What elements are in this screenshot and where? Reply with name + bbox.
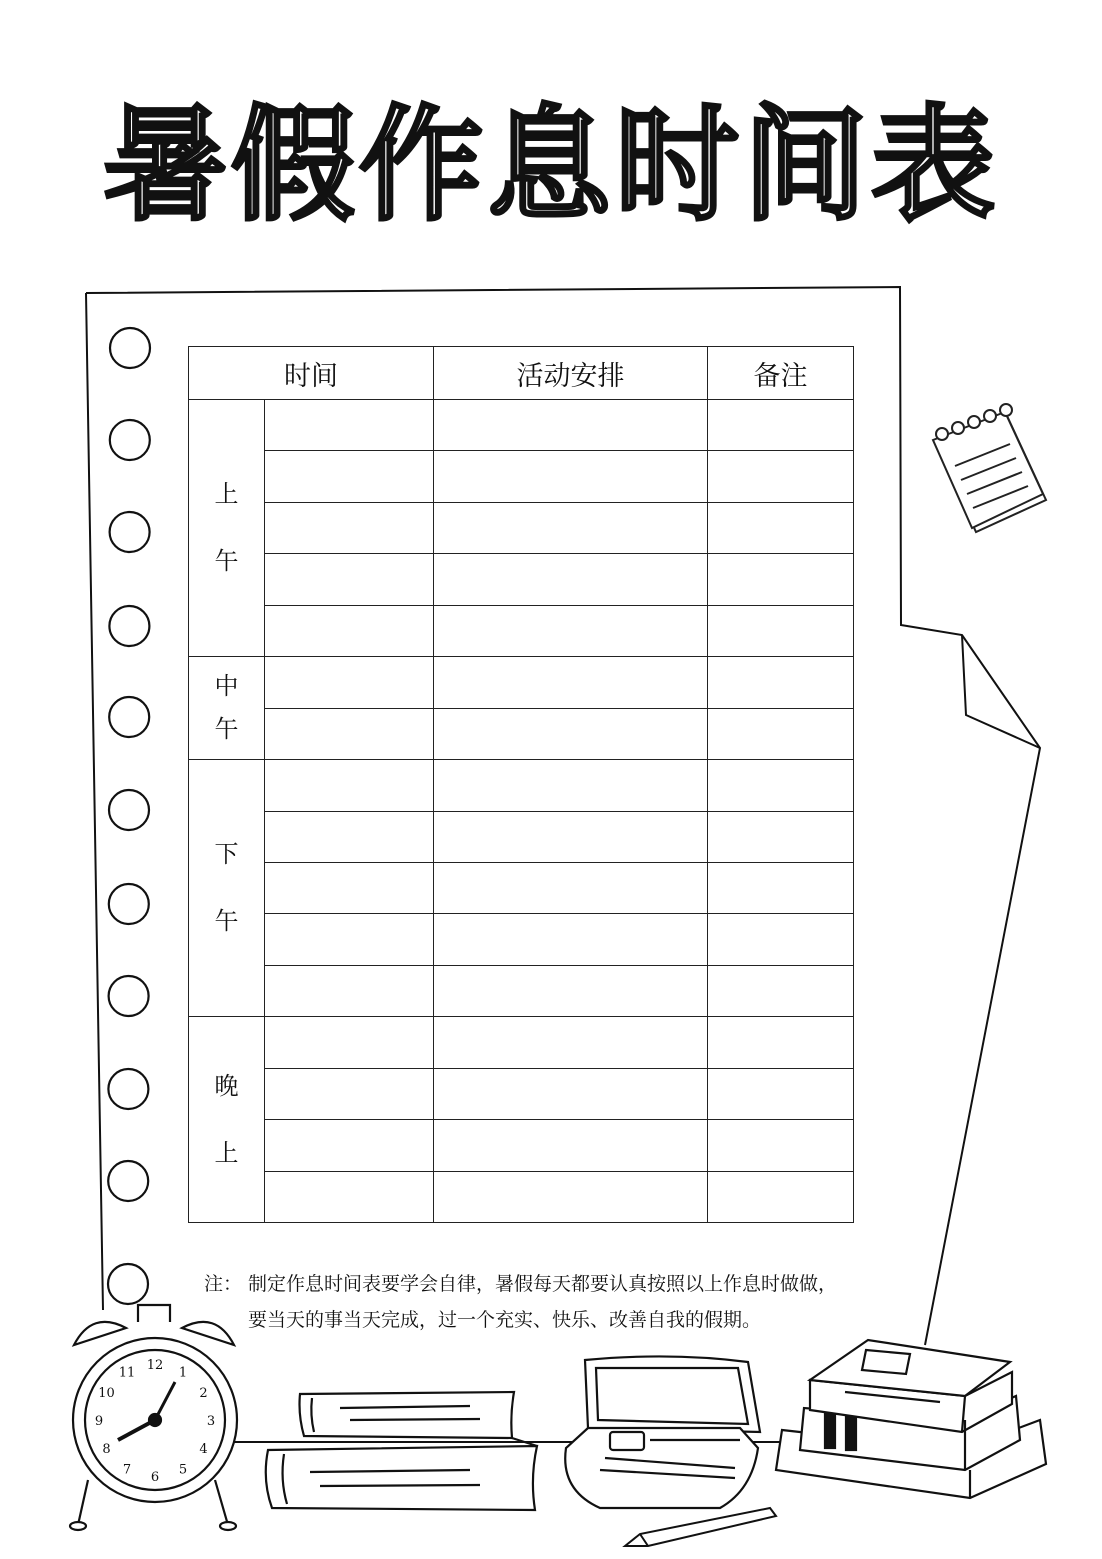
period-label-noon bbox=[189, 657, 265, 760]
activity-cell[interactable] bbox=[434, 1171, 708, 1222]
ring-hole bbox=[108, 1264, 148, 1304]
note-label: 注： bbox=[204, 1273, 243, 1295]
alarm-clock-icon bbox=[70, 1305, 237, 1530]
time-cell[interactable] bbox=[265, 862, 434, 913]
table-row bbox=[189, 914, 854, 965]
period-char: 午 bbox=[214, 715, 239, 744]
remarks-cell[interactable] bbox=[708, 760, 854, 811]
ring-hole bbox=[108, 1161, 148, 1201]
clock-number: 5 bbox=[178, 1462, 188, 1478]
time-cell[interactable] bbox=[265, 657, 434, 708]
table-row bbox=[189, 657, 854, 708]
ring-hole bbox=[109, 697, 149, 737]
remarks-cell[interactable] bbox=[708, 605, 854, 656]
remarks-cell[interactable] bbox=[708, 1017, 854, 1068]
note-text: 制定作息时间表要学会自律，暑假每天都要认真按照以上作息时做做，要当天的事当天完成，过一个充实、快乐、改善自我的假期。 bbox=[248, 1273, 838, 1331]
clock-number: 12 bbox=[146, 1358, 164, 1373]
table-row bbox=[189, 965, 854, 1016]
table-row bbox=[189, 400, 854, 451]
remarks-cell[interactable] bbox=[708, 1171, 854, 1222]
time-cell[interactable] bbox=[265, 1120, 434, 1171]
clock-number: 11 bbox=[118, 1365, 136, 1381]
remarks-cell[interactable] bbox=[708, 657, 854, 708]
activity-cell[interactable] bbox=[434, 554, 708, 605]
period-char: 午 bbox=[214, 547, 239, 576]
clock-number: 3 bbox=[206, 1414, 216, 1429]
table-row bbox=[189, 451, 854, 502]
time-cell[interactable] bbox=[265, 605, 434, 656]
activity-cell[interactable] bbox=[434, 811, 708, 862]
clock-number: 6 bbox=[150, 1470, 160, 1485]
activity-cell[interactable] bbox=[434, 965, 708, 1016]
activity-cell[interactable] bbox=[434, 605, 708, 656]
remarks-cell[interactable] bbox=[708, 451, 854, 502]
time-cell[interactable] bbox=[265, 1171, 434, 1222]
schedule-table bbox=[188, 346, 854, 1223]
table-row bbox=[189, 811, 854, 862]
clock-number: 4 bbox=[199, 1442, 208, 1457]
period-char: 上 bbox=[214, 1138, 239, 1167]
clock-number: 1 bbox=[178, 1365, 188, 1381]
time-cell[interactable] bbox=[265, 400, 434, 451]
ring-hole bbox=[109, 976, 149, 1016]
activity-cell[interactable] bbox=[434, 1017, 708, 1068]
ring-hole bbox=[109, 606, 149, 646]
remarks-cell[interactable] bbox=[708, 811, 854, 862]
header-activity: 活动安排 bbox=[434, 347, 708, 400]
remarks-cell[interactable] bbox=[708, 1068, 854, 1119]
time-cell[interactable] bbox=[265, 502, 434, 553]
notepad-icon bbox=[933, 404, 1046, 532]
time-cell[interactable] bbox=[265, 1017, 434, 1068]
table-row bbox=[189, 502, 854, 553]
period-char: 下 bbox=[214, 840, 239, 869]
time-cell[interactable] bbox=[265, 554, 434, 605]
time-cell[interactable] bbox=[265, 708, 434, 759]
table-row bbox=[189, 1120, 854, 1171]
pencil-case-icon bbox=[565, 1356, 760, 1508]
activity-cell[interactable] bbox=[434, 1068, 708, 1119]
table-row bbox=[189, 554, 854, 605]
remarks-cell[interactable] bbox=[708, 1120, 854, 1171]
table-row bbox=[189, 605, 854, 656]
remarks-cell[interactable] bbox=[708, 708, 854, 759]
page-title: 暑假作息时间表 bbox=[102, 94, 999, 238]
time-cell[interactable] bbox=[265, 914, 434, 965]
books-icon bbox=[266, 1392, 537, 1510]
clock-number: 10 bbox=[98, 1386, 115, 1401]
activity-cell[interactable] bbox=[434, 400, 708, 451]
period-char: 午 bbox=[214, 907, 239, 936]
remarks-cell[interactable] bbox=[708, 965, 854, 1016]
ring-hole bbox=[110, 512, 150, 552]
activity-cell[interactable] bbox=[434, 1120, 708, 1171]
period-char: 上 bbox=[214, 480, 239, 509]
remarks-cell[interactable] bbox=[708, 914, 854, 965]
clock-number: 2 bbox=[199, 1386, 208, 1401]
ring-hole bbox=[110, 420, 150, 460]
remarks-cell[interactable] bbox=[708, 502, 854, 553]
activity-cell[interactable] bbox=[434, 914, 708, 965]
table-row bbox=[189, 1017, 854, 1068]
period-char: 晚 bbox=[214, 1071, 239, 1100]
remarks-cell[interactable] bbox=[708, 862, 854, 913]
table-row bbox=[189, 1171, 854, 1222]
remarks-cell[interactable] bbox=[708, 554, 854, 605]
table-row bbox=[189, 862, 854, 913]
activity-cell[interactable] bbox=[434, 502, 708, 553]
table-row bbox=[189, 1068, 854, 1119]
ring-hole bbox=[108, 1069, 148, 1109]
ring-holes bbox=[108, 328, 150, 1304]
book-stack-icon bbox=[776, 1340, 1046, 1498]
clock-number: 9 bbox=[94, 1414, 104, 1429]
activity-cell[interactable] bbox=[434, 760, 708, 811]
clock-number: 7 bbox=[122, 1462, 132, 1478]
period-label-evening bbox=[189, 1017, 265, 1223]
time-cell[interactable] bbox=[265, 451, 434, 502]
activity-cell[interactable] bbox=[434, 708, 708, 759]
table-row bbox=[189, 760, 854, 811]
activity-cell[interactable] bbox=[434, 657, 708, 708]
time-cell[interactable] bbox=[265, 760, 434, 811]
header-remarks: 备注 bbox=[708, 347, 854, 400]
pencil-icon bbox=[625, 1508, 776, 1546]
remarks-cell[interactable] bbox=[708, 400, 854, 451]
activity-cell[interactable] bbox=[434, 451, 708, 502]
table-row bbox=[189, 708, 854, 759]
header-time: 时间 bbox=[189, 347, 434, 400]
ring-hole bbox=[110, 328, 150, 368]
note-block bbox=[204, 1266, 854, 1338]
period-label-afternoon bbox=[189, 760, 265, 1017]
time-cell[interactable] bbox=[265, 1068, 434, 1119]
period-char: 中 bbox=[214, 672, 239, 701]
ring-hole bbox=[109, 790, 149, 830]
time-cell[interactable] bbox=[265, 811, 434, 862]
table-header-row bbox=[189, 347, 854, 400]
time-cell[interactable] bbox=[265, 965, 434, 1016]
clock-number: 8 bbox=[102, 1442, 111, 1457]
activity-cell[interactable] bbox=[434, 862, 708, 913]
period-label-morning bbox=[189, 400, 265, 657]
ring-hole bbox=[109, 884, 149, 924]
